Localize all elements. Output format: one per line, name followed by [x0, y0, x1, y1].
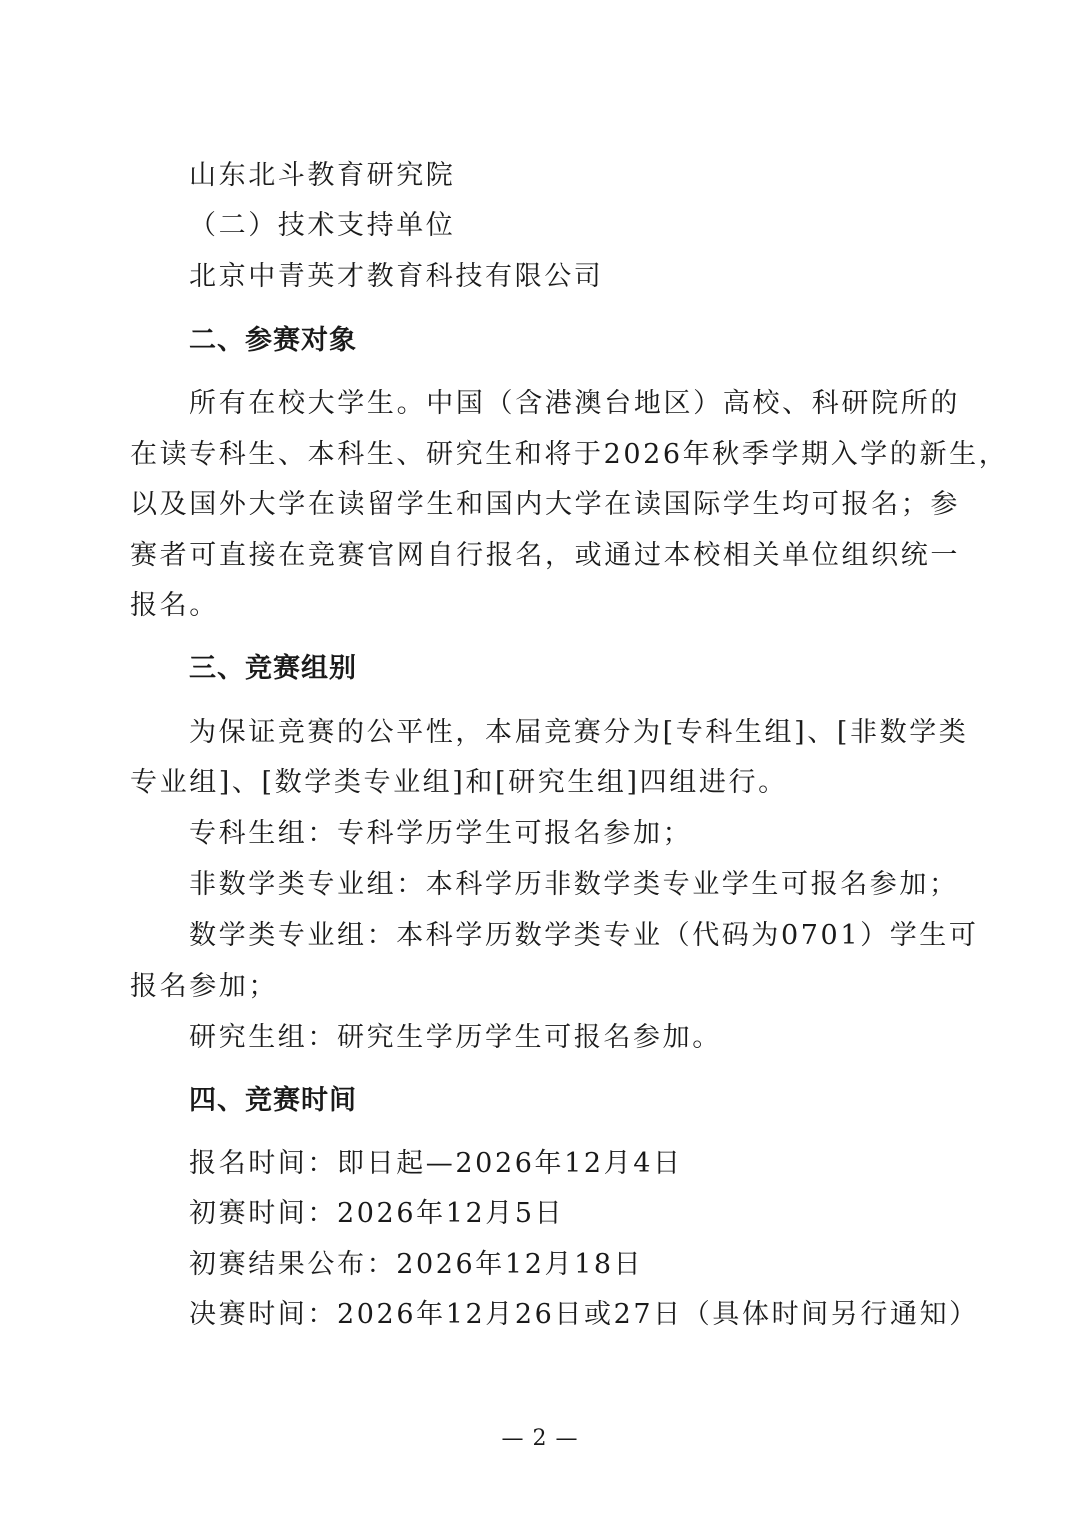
participants-paragraph-line: 赛者可直接在竞赛官网自行报名，或通过本校相关单位组织统一: [130, 540, 960, 571]
group-non-math: 非数学类专业组：本科学历非数学类专业学生可报名参加；: [189, 869, 959, 900]
groups-intro-line: 专业组]、[数学类专业组]和[研究生组]四组进行。: [130, 767, 788, 798]
section-heading-schedule: 四、竞赛时间: [189, 1085, 357, 1116]
group-vocational: 专科生组：专科学历学生可报名参加；: [189, 818, 693, 849]
section-heading-participants: 二、参赛对象: [189, 325, 357, 356]
groups-intro-line: 为保证竞赛的公平性，本届竞赛分为[专科生组]、[非数学类: [189, 717, 969, 748]
group-math-line: 数学类专业组：本科学历数学类专业（代码为0701）学生可: [189, 920, 979, 951]
group-graduate: 研究生组：研究生学历学生可报名参加。: [189, 1022, 722, 1053]
organizer-institute: 山东北斗教育研究院: [189, 160, 456, 191]
support-unit-heading: （二）技术支持单位: [189, 210, 456, 241]
section-heading-groups: 三、竞赛组别: [189, 653, 357, 684]
support-unit-name: 北京中青英才教育科技有限公司: [189, 261, 604, 292]
participants-paragraph-line: 所有在校大学生。中国（含港澳台地区）高校、科研院所的: [189, 388, 960, 419]
participants-paragraph-line: 报名。: [130, 590, 219, 621]
participants-paragraph-line: 在读专科生、本科生、研究生和将于2026年秋季学期入学的新生，: [130, 439, 1009, 470]
group-math-line: 报名参加；: [130, 971, 278, 1002]
schedule-preliminary: 初赛时间：2026年12月5日: [189, 1198, 565, 1229]
schedule-registration: 报名时间：即日起—2026年12月4日: [189, 1148, 683, 1179]
participants-paragraph-line: 以及国外大学在读留学生和国内大学在读国际学生均可报名；参: [130, 489, 960, 520]
page-number: — 2 —: [501, 1426, 579, 1451]
schedule-final: 决赛时间：2026年12月26日或27日（具体时间另行通知）: [189, 1299, 979, 1330]
schedule-preliminary-results: 初赛结果公布：2026年12月18日: [189, 1249, 644, 1280]
